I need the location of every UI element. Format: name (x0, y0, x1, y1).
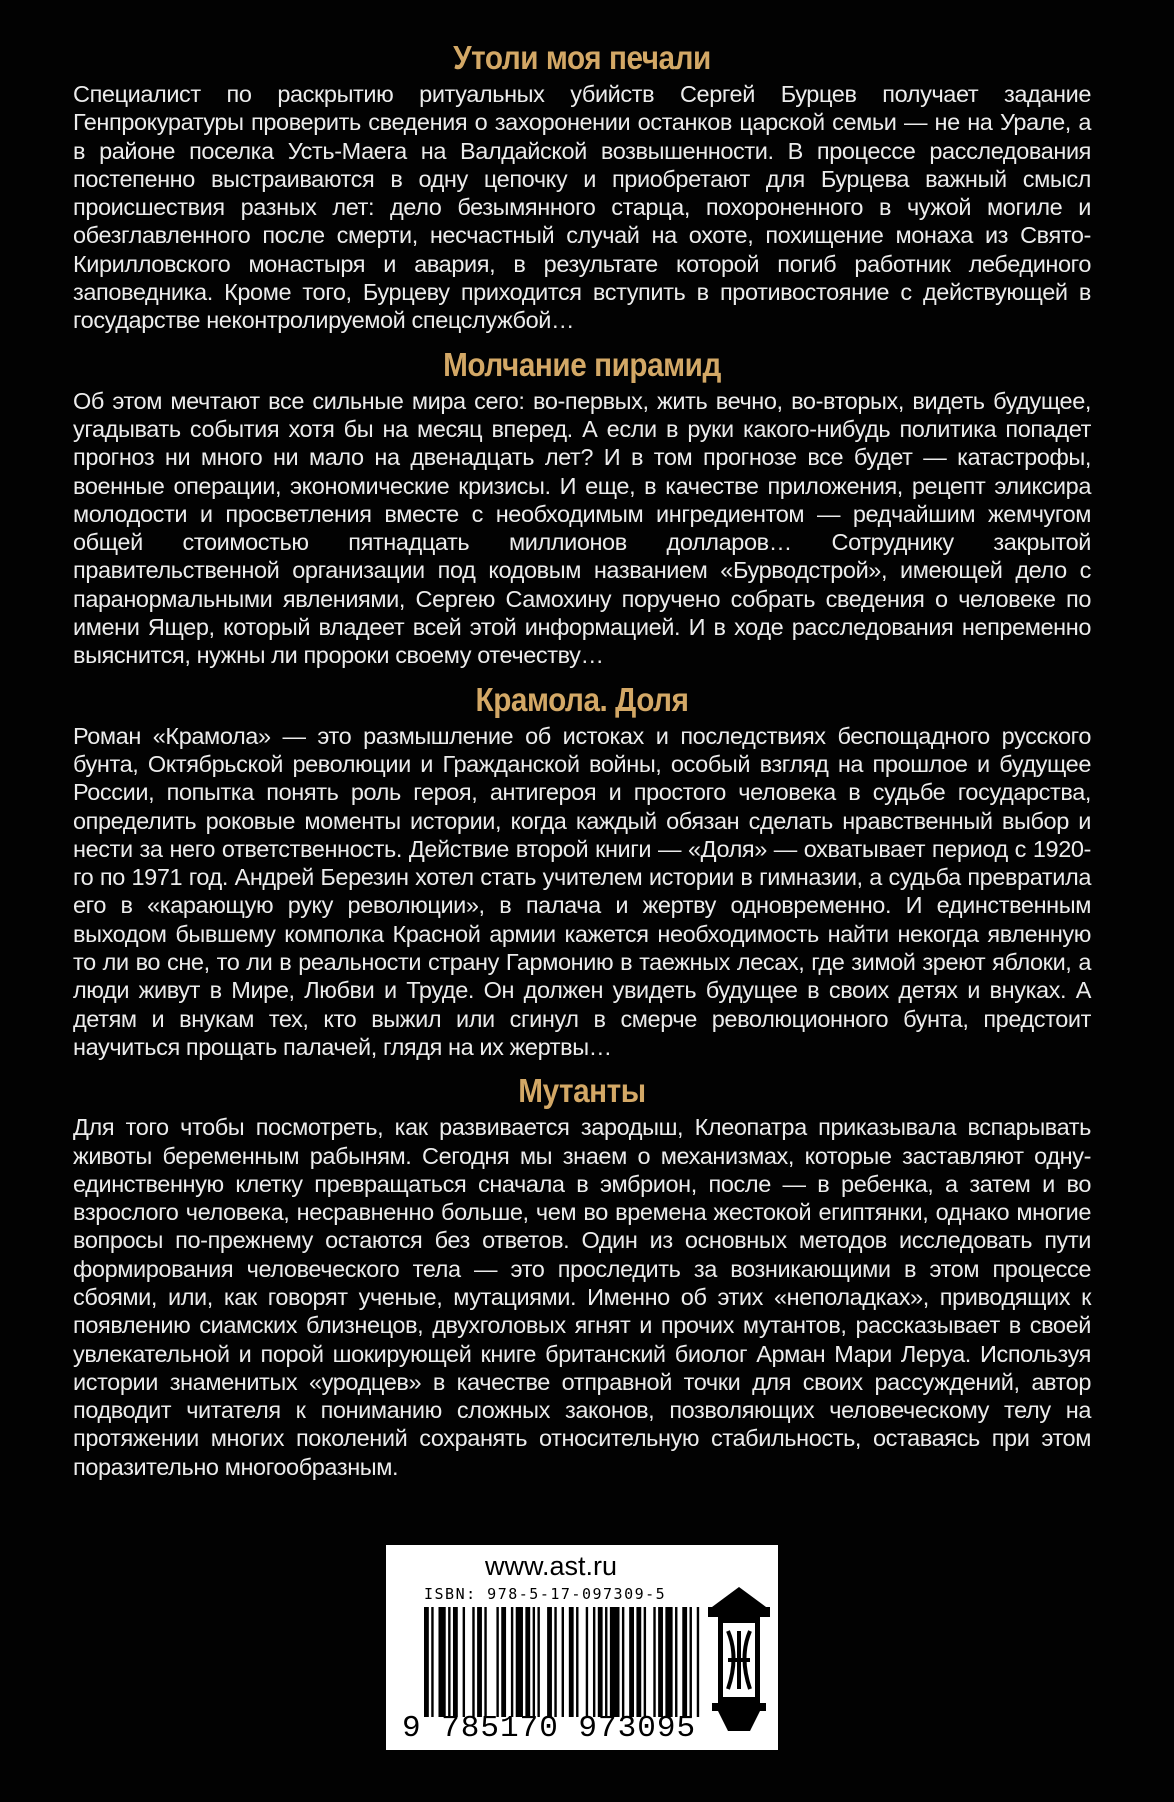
section-title: Молчание пирамид (443, 345, 721, 383)
section-title: Утоли моя печали (453, 39, 711, 76)
barcode-bar (697, 1607, 699, 1717)
barcode-bar (658, 1607, 663, 1717)
barcode-bar (516, 1607, 523, 1717)
barcode-bar (453, 1607, 458, 1717)
barcode-bar (472, 1607, 474, 1717)
barcode-bar (424, 1607, 429, 1717)
barcode-bar (598, 1607, 603, 1717)
barcode-bar (554, 1607, 556, 1717)
section-body: Для того чтобы посмотреть, как развивается зародыш, Клеопатра приказывала вспарывать животы беременным рабыням. Сегодня мы знаем о механизмах, которые заставляют одну-единственную клетку превращаться сначала в эмбрион, после — в ребенка, а затем и во взрослого человека, несравненно больше, чем во времена жестокой египтянки, однако многие вопросы по-прежнему остаются без ответов. Один из основных методов исследовать пути формирования человеческого тела — это проследить за возникающими в этом процессе сбоями, или, как говорят ученые, мутациями. Именно об этих «неполадках», приводящих к появлению сиамских близнецов, двухголовых ягнят и прочих мутантов, рассказывает в своей увлекательной и порой шокирующей книге британский биолог Арман Мари Леруа. Используя истории знаменитых «уродцев» в качестве отправной точки для своих рассуждений, автор подводит читателя к пониманию сложных законов, позволяющих человеческому телу на протяжении многих поколений сохранять относительную стабильность, оставаясь при этом поразительно многообразным. (73, 1114, 1091, 1480)
barcode-bar (636, 1607, 641, 1717)
barcode-bar (511, 1607, 513, 1717)
barcode-bar (533, 1607, 535, 1717)
section-body: Об этом мечтают все сильные мира сего: во-первых, жить вечно, во-вторых, видеть будущее, угадывать события хотя бы на месяц вперед. А если в руки какого-нибудь политика попадет прогноз ни много ни мало на двенадцать лет? И в том прогнозе все будет — катастрофы, военные операции, экономические кризисы. И еще, в качестве приложения, рецепт эликсира молодости и просветления вместе с необходимым ингредиентом — редчайшим жемчугом общей стоимостью пятнадцать миллионов долларов… Сотруднику закрытой правительственной организации под кодовым названием «Бурводстрой», имеющей дело с паранормальными явлениями, Сергею Самохину поручено собрать сведения о человеке по имени Ящер, который владеет всей этой информацией. И в ходе расследования непременно выяснится, нужны ли пророки своему отечеству… (73, 387, 1091, 669)
barcode-bar (629, 1607, 634, 1717)
barcode-bar (448, 1607, 450, 1717)
barcode-bar (569, 1607, 574, 1717)
section-utoli-moya-pechali (73, 36, 1091, 335)
barcode-bar (665, 1607, 672, 1717)
barcode-bar (547, 1607, 552, 1717)
section-kramola-dolya (73, 678, 1091, 1062)
section-body: Специалист по раскрытию ритуальных убийств Сергей Бурцев получает задание Генпрокуратуры проверить сведения о захоронении останков царской семьи — не на Урале, а в районе поселка Усть-Маега на Валдайской возвышенности. В процессе расследования постепенно выстраиваются в одну цепочку и приобретают для Бурцева важный смысл происшествия разных лет: дело безымянного старца, похороненного в чужой могиле и обезглавленного после смерти, несчастный случай на охоте, похищение монаха из Свято-Кирилловского монастыря и авария, в результате которой погиб работник лебединого заповедника. Кроме того, Бурцеву приходится вступить в противостояние с действующей в государстве неконтролируемой спецслужбой… (73, 81, 1091, 334)
barcode-bar (644, 1607, 646, 1717)
barcode-bar (496, 1607, 498, 1717)
barcode-bar (605, 1607, 607, 1717)
barcode-bar (690, 1607, 692, 1717)
barcode-bar (622, 1607, 624, 1717)
barcode-bar (525, 1607, 530, 1717)
barcode-bar (586, 1607, 588, 1717)
section-mutanty (73, 1069, 1091, 1481)
barcode-bar (537, 1607, 539, 1717)
barcode-panel (386, 1545, 778, 1750)
barcode-bar (463, 1607, 465, 1717)
publisher-url: www.ast.ru (484, 1551, 618, 1581)
annotations (73, 36, 1091, 1489)
barcode-bar (501, 1607, 506, 1717)
barcode-bar (682, 1607, 687, 1717)
barcode-bar (576, 1607, 578, 1717)
section-title: Мутанты (518, 1072, 646, 1110)
barcode-bars (424, 1607, 704, 1717)
barcode-bar (675, 1607, 677, 1717)
section-molchanie-piramid (73, 343, 1091, 670)
barcode-bar (562, 1607, 564, 1717)
isbn-label: ISBN: 978-5-17-097309-5 (424, 1585, 667, 1603)
lantern-zh-icon (706, 1585, 772, 1735)
section-title: Крамола. Доля (475, 680, 689, 718)
barcode-bar (610, 1607, 620, 1717)
barcode-bar (593, 1607, 595, 1717)
barcode-bar (653, 1607, 655, 1717)
barcode-bar (484, 1607, 486, 1717)
section-body: Роман «Крамола» — это размышление об истоках и последствиях беспощадного русского бунта, Октябрьской революции и Гражданской войны, особый взгляд на прошлое и будущее России, попытка понять роль героя, антигероя и простого человека в судьбе государства, определить роковые моменты истории, когда каждый обязан сделать нравственный выбор и нести за него ответственность. Действие второй книги — «Доля» — охватывает период с 1920-го по 1971 год. Андрей Березин хотел стать учителем истории в гимназии, а судьба превратила его в «карающую руку революции», в палача и жертву одновременно. И единственным выходом бывшему комполка Красной армии кажется необходимость найти некогда явленную то ли во сне, то ли в реальности страну Гармонию в таежных лесах, где зимой зреют яблоки, а люди живут в Мире, Любви и Труде. Он должен увидеть будущее в своих детях и внуках. А детям и внукам тех, кто выжил или сгинул в смерче революционного бунта, предстоит научиться прощать палачей, глядя на их жертвы… (73, 722, 1091, 1060)
barcode-bar (477, 1607, 482, 1717)
barcode-bar (438, 1607, 445, 1717)
barcode-number: 9 785170 973095 (402, 1711, 697, 1746)
barcode-bar (431, 1607, 433, 1717)
